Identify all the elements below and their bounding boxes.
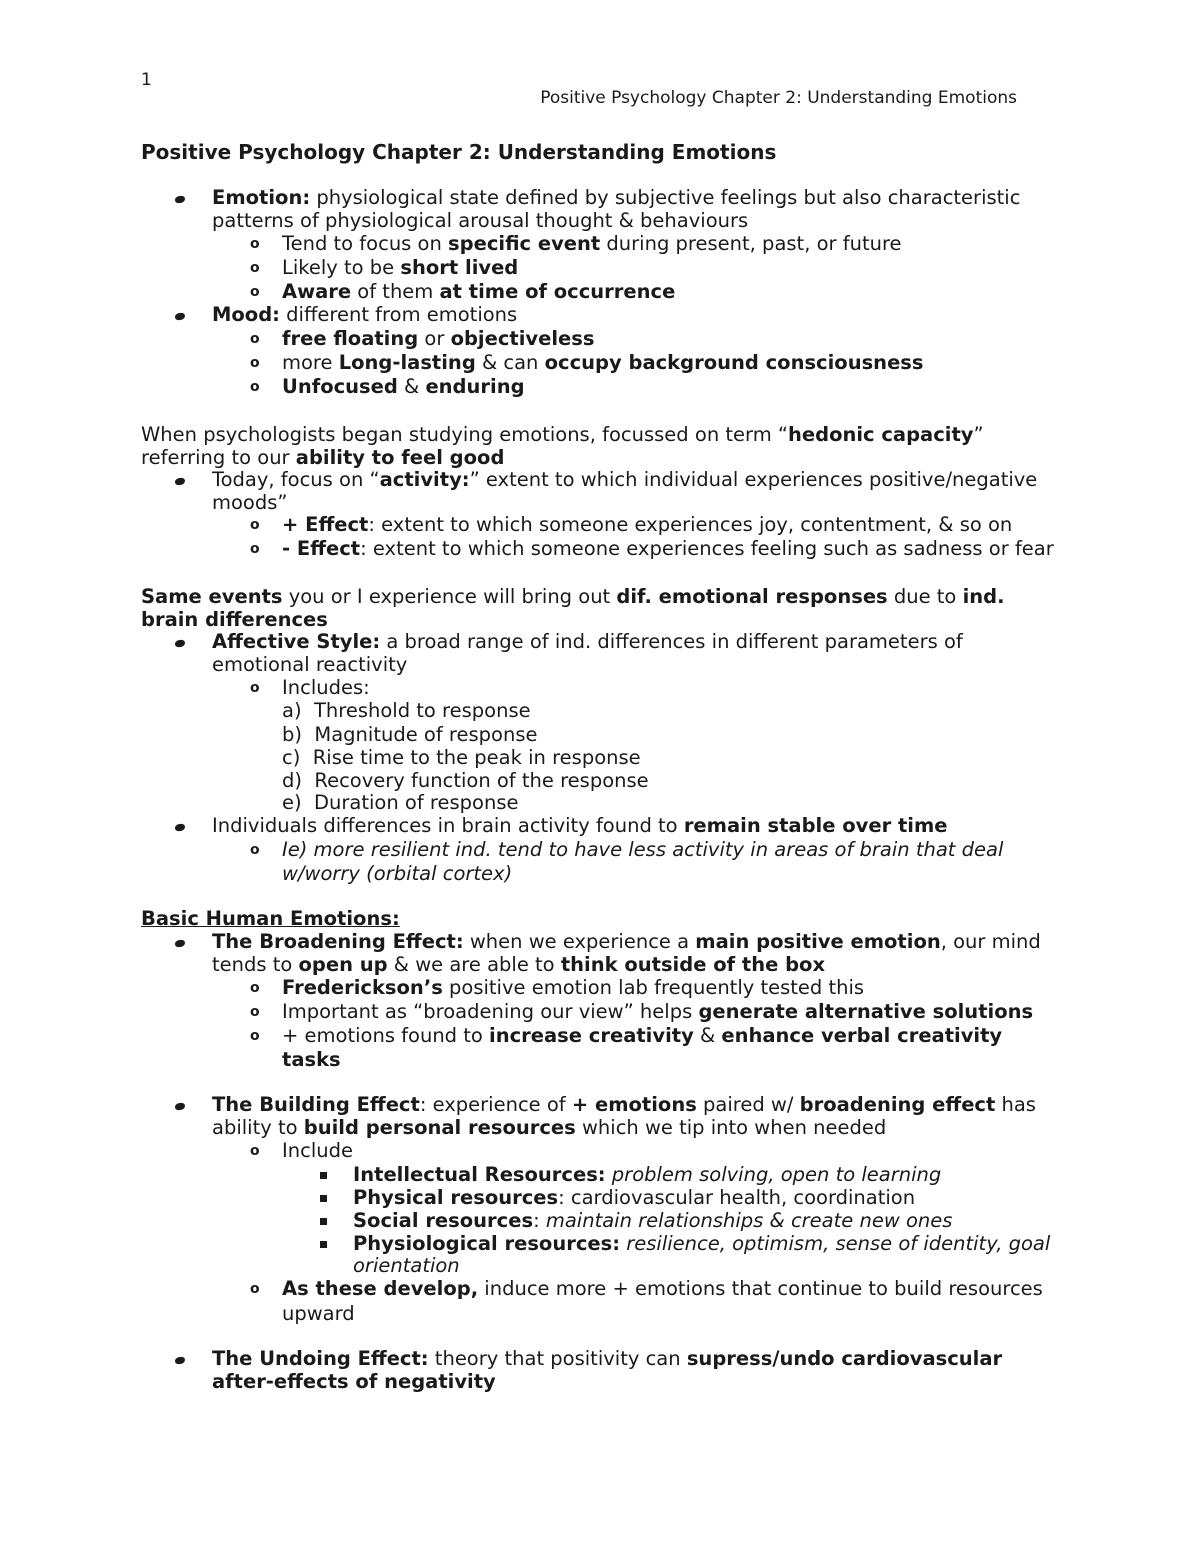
circle-bullet-icon: o xyxy=(250,284,260,300)
emotion-point-1: Tend to focus on specific event during present, past, or future xyxy=(282,232,902,255)
bullet-icon xyxy=(175,312,186,320)
circle-bullet-icon: o xyxy=(250,680,260,696)
intellectual-resources-item: Intellectual Resources: problem solving, open to learning xyxy=(353,1163,942,1186)
includes-label: Includes: xyxy=(282,676,370,699)
document-title: Positive Psychology Chapter 2: Understanding Emotions xyxy=(141,140,777,164)
square-bullet-icon xyxy=(320,1218,327,1225)
circle-bullet-icon: o xyxy=(250,541,260,557)
hedonic-paragraph: When psychologists began studying emotions, focussed on term “hedonic capacity” xyxy=(141,423,984,446)
page-number: 1 xyxy=(141,70,152,90)
bullet-icon xyxy=(175,939,186,947)
circle-bullet-icon: o xyxy=(250,980,260,996)
square-bullet-icon xyxy=(320,1195,327,1202)
activity-point: Today, focus on “activity:” extent to which individual experiences positive/negative xyxy=(212,468,1038,491)
parameter-item: a) Threshold to response xyxy=(282,699,531,722)
negative-effect-point: - Effect: extent to which someone experiences feeling such as sadness or fear xyxy=(282,537,1054,560)
undoing-effect-point-cont: after-effects of negativity xyxy=(212,1370,496,1393)
parameter-item: b) Magnitude of response xyxy=(282,723,538,746)
mood-point-2: more Long-lasting & can occupy background consciousness xyxy=(282,351,924,374)
broadening-effect-point: The Broadening Effect: when we experience a main positive emotion, our mind xyxy=(212,930,1041,953)
circle-bullet-icon: o xyxy=(250,379,260,395)
broadening-sub-2: Important as “broadening our view” helps generate alternative solutions xyxy=(282,1000,1034,1023)
same-events-paragraph: Same events you or I experience will bring out dif. emotional responses due to ind. xyxy=(141,585,1005,608)
running-header: Positive Psychology Chapter 2: Understanding Emotions xyxy=(540,88,1017,108)
circle-bullet-icon: o xyxy=(250,517,260,533)
affective-style-point: Affective Style: a broad range of ind. differences in different parameters of xyxy=(212,630,963,653)
parameter-item: d) Recovery function of the response xyxy=(282,769,649,792)
emotion-definition-cont: patterns of physiological arousal thought & behaviours xyxy=(212,209,749,232)
develop-point: As these develop, induce more + emotions that continue to build resources xyxy=(282,1277,1043,1300)
physiological-resources-item-cont: orientation xyxy=(353,1254,460,1277)
bullet-icon xyxy=(175,1102,186,1110)
bullet-icon xyxy=(175,477,186,485)
physical-resources-item: Physical resources: cardiovascular health, coordination xyxy=(353,1186,916,1209)
mood-point-3: Unfocused & enduring xyxy=(282,375,525,398)
affective-style-point-cont: emotional reactivity xyxy=(212,653,408,676)
parameter-item: e) Duration of response xyxy=(282,791,519,814)
mood-point-1: free floating or objectiveless xyxy=(282,327,595,350)
circle-bullet-icon: o xyxy=(250,355,260,371)
bullet-icon xyxy=(175,823,186,831)
building-effect-point: The Building Effect: experience of + emotions paired w/ broadening effect has xyxy=(212,1093,1036,1116)
emotion-point-3: Aware of them at time of occurrence xyxy=(282,280,676,303)
social-resources-item: Social resources: maintain relationships & create new ones xyxy=(353,1209,953,1232)
broadening-sub-3-cont: tasks xyxy=(282,1048,341,1071)
broadening-effect-point-cont: tends to open up & we are able to think outside of the box xyxy=(212,953,826,976)
building-effect-point-cont: ability to build personal resources which we tip into when needed xyxy=(212,1116,887,1139)
develop-point-cont: upward xyxy=(282,1302,355,1325)
circle-bullet-icon: o xyxy=(250,1281,260,1297)
emotion-definition: Emotion: physiological state defined by subjective feelings but also characteristic xyxy=(212,186,1021,209)
circle-bullet-icon: o xyxy=(250,1143,260,1159)
square-bullet-icon xyxy=(320,1241,327,1248)
same-events-paragraph-cont: brain differences xyxy=(141,608,328,631)
emotion-point-2: Likely to be short lived xyxy=(282,256,519,279)
example-point: Ie) more resilient ind. tend to have less activity in areas of brain that deal xyxy=(282,838,1004,861)
circle-bullet-icon: o xyxy=(250,331,260,347)
parameter-item: c) Rise time to the peak in response xyxy=(282,746,641,769)
activity-point-cont: moods” xyxy=(212,491,288,514)
broadening-sub-3: + emotions found to increase creativity & enhance verbal creativity xyxy=(282,1024,1003,1047)
bullet-icon xyxy=(175,1356,186,1364)
undoing-effect-point: The Undoing Effect: theory that positivity can supress/undo cardiovascular xyxy=(212,1347,1003,1370)
include-label: Include xyxy=(282,1139,353,1162)
circle-bullet-icon: o xyxy=(250,260,260,276)
example-point-cont: w/worry (orbital cortex) xyxy=(282,862,513,885)
circle-bullet-icon: o xyxy=(250,842,260,858)
mood-definition: Mood: different from emotions xyxy=(212,303,518,326)
square-bullet-icon xyxy=(320,1172,327,1179)
hedonic-paragraph-cont: referring to our ability to feel good xyxy=(141,446,505,469)
circle-bullet-icon: o xyxy=(250,236,260,252)
circle-bullet-icon: o xyxy=(250,1028,260,1044)
basic-emotions-heading: Basic Human Emotions: xyxy=(141,907,400,930)
bullet-icon xyxy=(175,639,186,647)
bullet-icon xyxy=(175,195,186,203)
broadening-sub-1: Frederickson’s positive emotion lab frequently tested this xyxy=(282,976,865,999)
circle-bullet-icon: o xyxy=(250,1004,260,1020)
positive-effect-point: + Effect: extent to which someone experiences joy, contentment, & so on xyxy=(282,513,1013,536)
physiological-resources-item: Physiological resources: resilience, optimism, sense of identity, goal xyxy=(353,1232,1051,1255)
brain-activity-point: Individuals differences in brain activity found to remain stable over time xyxy=(212,814,948,837)
